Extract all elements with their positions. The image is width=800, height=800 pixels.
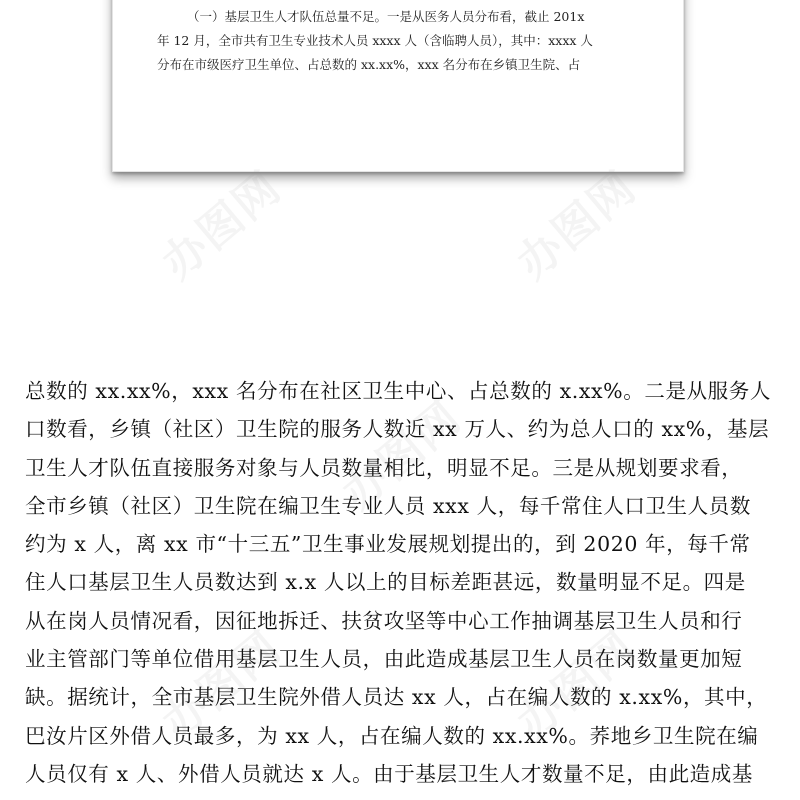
body-text-line: 从在岗人员情况看，因征地拆迁、扶贫攻坚等中心工作抽调基层卫生人员和行: [25, 608, 743, 633]
body-text-line: 住人口基层卫生人员数达到 x.x 人以上的目标差距甚远，数量明显不足。四是: [25, 570, 746, 595]
body-text-line: 巴汝片区外借人员最多，为 xx 人，占在编人数的 xx.xx%。荞地乡卫生院在编: [25, 723, 759, 748]
preview-text-line: 年 12 月，全市共有卫生专业技术人员 xxxx 人（含临聘人员），其中：xxxx 人: [157, 33, 593, 48]
body-text-line: 业主管部门等单位借用基层卫生人员，由此造成基层卫生人员在岗数量更加短: [25, 647, 743, 672]
watermark-logo: 办图网: [332, 391, 472, 520]
document-body-text: [25, 372, 780, 793]
preview-text-line: 分布在市级医疗卫生单位、占总数的 xx.xx%，xxx 名分布在乡镇卫生院、占: [157, 57, 581, 72]
body-text-line: 人员仅有 x 人、外借人员就达 x 人。由于基层卫生人才数量不足，由此造成基: [25, 761, 753, 786]
body-text-line: 卫生人才队伍直接服务对象与人员数量相比，明显不足。三是从规划要求看，: [25, 455, 743, 480]
watermark-logo: 办图网: [507, 161, 647, 290]
document-page-preview: [112, 0, 684, 172]
body-text-line: 全市乡镇（社区）卫生院在编卫生专业人员 xxx 人，每千常住人口卫生人员数: [25, 493, 751, 518]
watermark-logo: 办图网: [507, 621, 647, 750]
watermark-logo: 办图网: [152, 621, 292, 750]
preview-text-line: （一）基层卫生人才队伍总量不足。一是从医务人员分布看，截止 201x: [187, 9, 585, 24]
body-text-line: 口数看，乡镇（社区）卫生院的服务人数近 xx 万人、约为总人口的 xx%，基层: [25, 417, 770, 442]
body-text-line: 缺。据统计，全市基层卫生院外借人员达 xx 人，占在编人数的 x.xx%，其中，: [25, 685, 768, 710]
watermark-logo: 办图网: [152, 161, 292, 290]
body-text-line: 总数的 xx.xx%，xxx 名分布在社区卫生中心、占总数的 x.xx%。二是从服务人: [25, 379, 771, 403]
body-text-line: 约为 x 人，离 xx 市“十三五”卫生事业发展规划提出的，到 2020 年，每千常: [25, 532, 751, 557]
